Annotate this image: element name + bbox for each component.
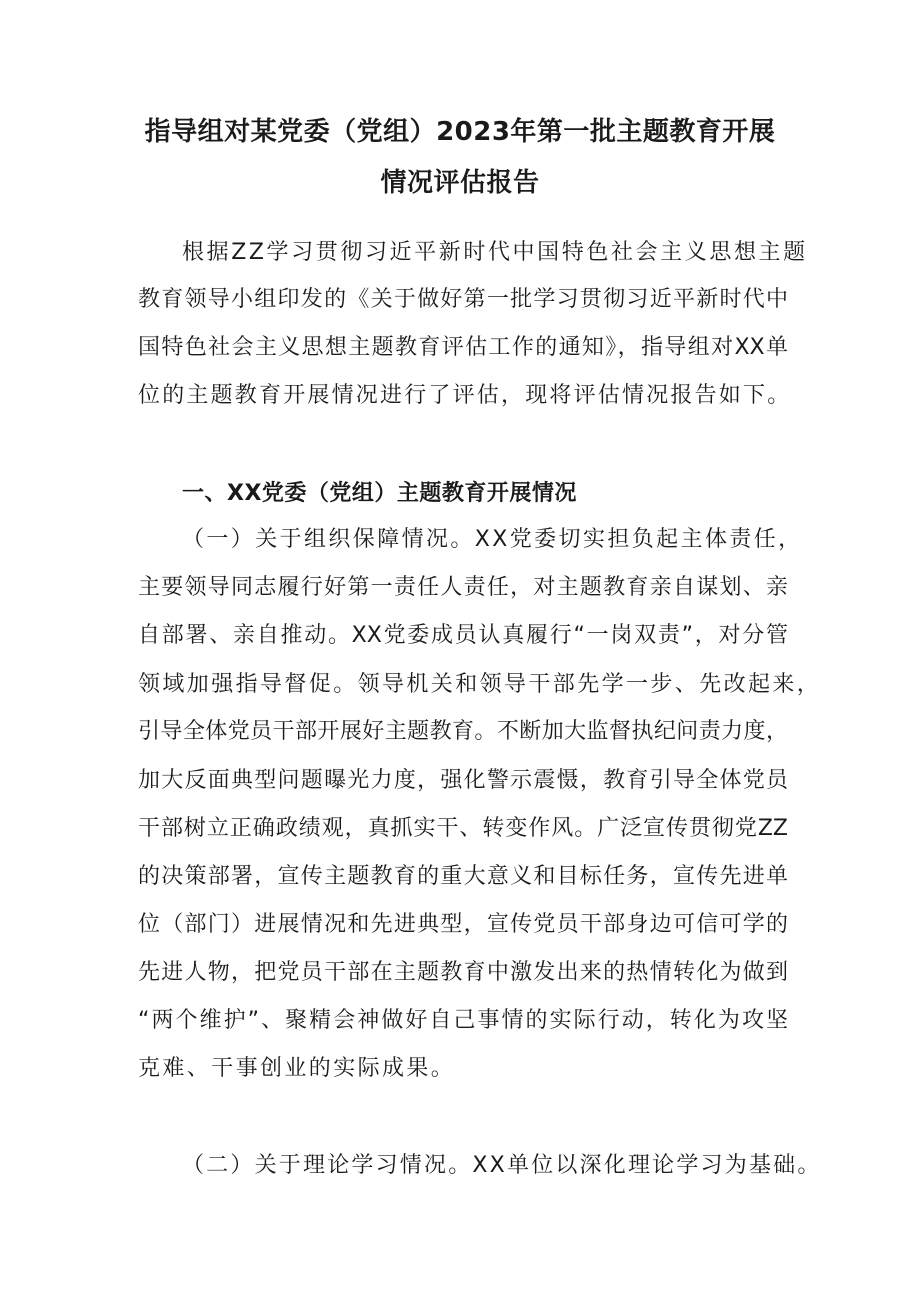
report-title-line-2: 情况评估报告	[380, 168, 540, 198]
report-title-line-1: 指导组对某党委（党组）2023年第一批主题教育开展	[144, 117, 776, 147]
intro-line-1: 根据ZZ学习贯彻习近平新时代中国特色社会主义思想主题	[182, 240, 808, 265]
subsection-1-line-8: 的决策部署，宣传主题教育的重大意义和目标任务，宣传先进单	[138, 864, 788, 889]
intro-line-2: 教育领导小组印发的《关于做好第一批学习贯彻习近平新时代中	[138, 287, 788, 312]
section-1-heading: 一、XX党委（党组）主题教育开展情况	[182, 481, 577, 506]
subsection-1-line-2: 主要领导同志履行好第一责任人责任，对主题教育亲自谋划、亲	[138, 575, 788, 600]
intro-line-3: 国特色社会主义思想主题教育评估工作的通知》，指导组对XX单	[138, 335, 788, 360]
intro-line-4: 位的主题教育开展情况进行了评估，现将评估情况报告如下。	[138, 383, 792, 408]
subsection-1-line-12: 克难、干事创业的实际成果。	[138, 1056, 456, 1081]
subsection-1-line-10: 先进人物，把党员干部在主题教育中激发出来的热情转化为做到	[138, 960, 788, 985]
subsection-1-line-3: 自部署、亲自推动。XX党委成员认真履行“一岗双责”，对分管	[138, 623, 788, 648]
subsection-1-line-6: 加大反面典型问题曝光力度，强化警示震慑，教育引导全体党员	[138, 768, 788, 793]
subsection-1-line-1: （一）关于组织保障情况。XX党委切实担负起主体责任，	[182, 527, 803, 552]
subsection-1-line-9: 位（部门）进展情况和先进典型，宣传党员干部身边可信可学的	[138, 912, 788, 937]
subsection-1-line-7: 干部树立正确政绩观，真抓实干、转变作风。广泛宣传贯彻党ZZ	[138, 816, 788, 841]
subsection-1-line-5: 引导全体党员干部开展好主题教育。不断加大监督执纪问责力度，	[138, 719, 788, 744]
subsection-2-line-1: （二）关于理论学习情况。XX单位以深化理论学习为基础。	[182, 1153, 822, 1178]
subsection-1-line-11: “两个维护”、聚精会神做好自己事情的实际行动，转化为攻坚	[138, 1008, 789, 1033]
subsection-1-line-4: 领域加强指导督促。领导机关和领导干部先学一步、先改起来，	[138, 672, 822, 697]
